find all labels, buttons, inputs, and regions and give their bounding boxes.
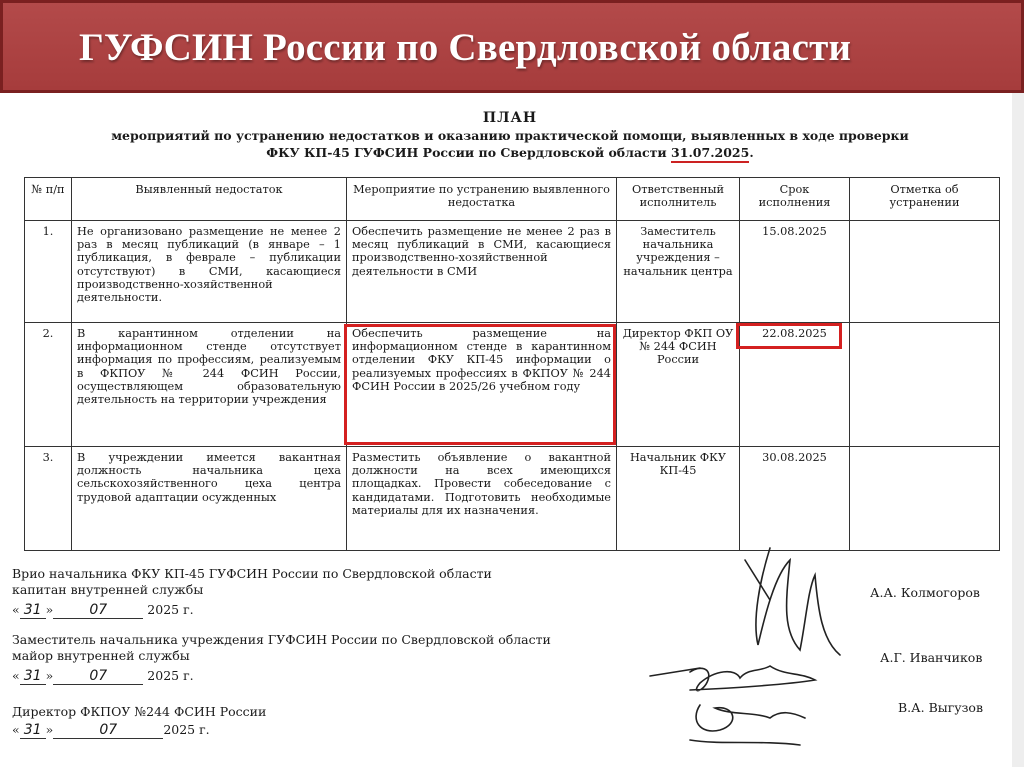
header-deadline: Срок исполнения: [740, 178, 850, 221]
signer-2-name: А.Г. Иванчиков: [880, 650, 983, 665]
signature-ivanchikov: [650, 666, 815, 691]
signer-2-position-line2: майор внутренней службы: [12, 648, 190, 663]
header-measure: Мероприятие по устранению выявленного недостатка: [347, 178, 617, 221]
signer-2-position-line1: Заместитель начальника учреждения ГУФСИН России по Свердловской области: [12, 632, 551, 647]
signer-1-position-line1: Врио начальника ФКУ КП-45 ГУФСИН России по Свердловской области: [12, 566, 492, 581]
signer-1-position-line2: капитан внутренней службы: [12, 582, 204, 597]
row-measure: Обеспечить размещение не менее 2 раз в месяц публикаций в СМИ, касающиеся производственно-хозяйственной деятельности в СМИ: [347, 221, 617, 323]
signer-2-month: 07: [53, 668, 143, 685]
page-title: ГУФСИН России по Свердловской области: [79, 26, 852, 69]
row-deadline: 15.08.2025: [740, 221, 850, 323]
signer-3-year: 2025 г.: [163, 722, 210, 737]
signer-2-date: « 31 » 07 2025 г.: [12, 668, 194, 684]
signer-2-day: 31: [20, 668, 46, 685]
row-measure: Обеспечить размещение на информационном стенде в карантинном отделении ФКУ КП-45 информации о реализуемых профессиях в ФКПОУ № 244 ФСИН России в 2025/26 учебном году: [347, 323, 617, 447]
row-responsible: Директор ФКП ОУ № 244 ФСИН России: [617, 323, 740, 447]
signer-3-day: 31: [20, 722, 46, 739]
signature-kolmogorov: [745, 548, 840, 655]
row-defect: В учреждении имеется вакантная должность начальника цеха сельскохозяйственного цеха центра трудовой адаптации осужденных: [72, 447, 347, 551]
signer-3-position-line1: Директор ФКПОУ №244 ФСИН России: [12, 704, 267, 719]
row-deadline: 30.08.2025: [740, 447, 850, 551]
header-num: № п/п: [25, 178, 72, 221]
signer-3-month: 07: [53, 722, 163, 739]
row-defect: В карантинном отделении на информационном стенде отсутствует информация по профессиям, реализуемым в ФКПОУ № 244 ФСИН России, осуществляющем образовательную деятельность на территории учреждения: [72, 323, 347, 447]
row-deadline: 22.08.2025: [740, 323, 850, 447]
signer-3-date: « 31 » 07 2025 г.: [12, 722, 210, 738]
row-num: 2.: [25, 323, 72, 447]
row-num: 3.: [25, 447, 72, 551]
signer-3-name: В.А. Выгузов: [898, 700, 983, 715]
plan-subtitle: мероприятий по устранению недостатков и оказанию практической помощи, выявленных в ходе проверки: [111, 128, 909, 143]
plan-title: ПЛАН: [482, 110, 538, 126]
header-defect: Выявленный недостаток: [72, 178, 347, 221]
header-mark: Отметка об устранении: [850, 178, 1000, 221]
row-defect: Не организовано размещение не менее 2 раз в месяц публикаций (в январе – 1 публикация, в феврале – публикации отсутствуют) в СМИ, касающиеся производственно-хозяйственной деятельности.: [72, 221, 347, 323]
signer-1-year: 2025 г.: [147, 602, 194, 617]
header-responsible: Ответственный исполнитель: [617, 178, 740, 221]
signer-1-name: А.А. Колмогоров: [870, 585, 980, 600]
plan-subject-text: ФКУ КП-45 ГУФСИН России по Свердловской области: [266, 145, 672, 160]
row-responsible: Начальник ФКУ КП-45: [617, 447, 740, 551]
plan-subject-end: .: [749, 145, 754, 160]
row-responsible: Заместитель начальника учреждения – начальник центра: [617, 221, 740, 323]
signer-1-day: 31: [20, 602, 46, 619]
signer-1-date: « 31 » 07 2025 г.: [12, 602, 194, 618]
signature-vyguzov: [690, 705, 805, 745]
row-num: 1.: [25, 221, 72, 323]
signer-2-year: 2025 г.: [147, 668, 194, 683]
signer-1-month: 07: [53, 602, 143, 619]
row-measure: Разместить объявление о вакантной должности на всех имеющихся площадках. Провести собеседование с кандидатами. Подготовить необходимые материалы для их назначения.: [347, 447, 617, 551]
plan-date: 31.07.2025: [671, 145, 749, 163]
